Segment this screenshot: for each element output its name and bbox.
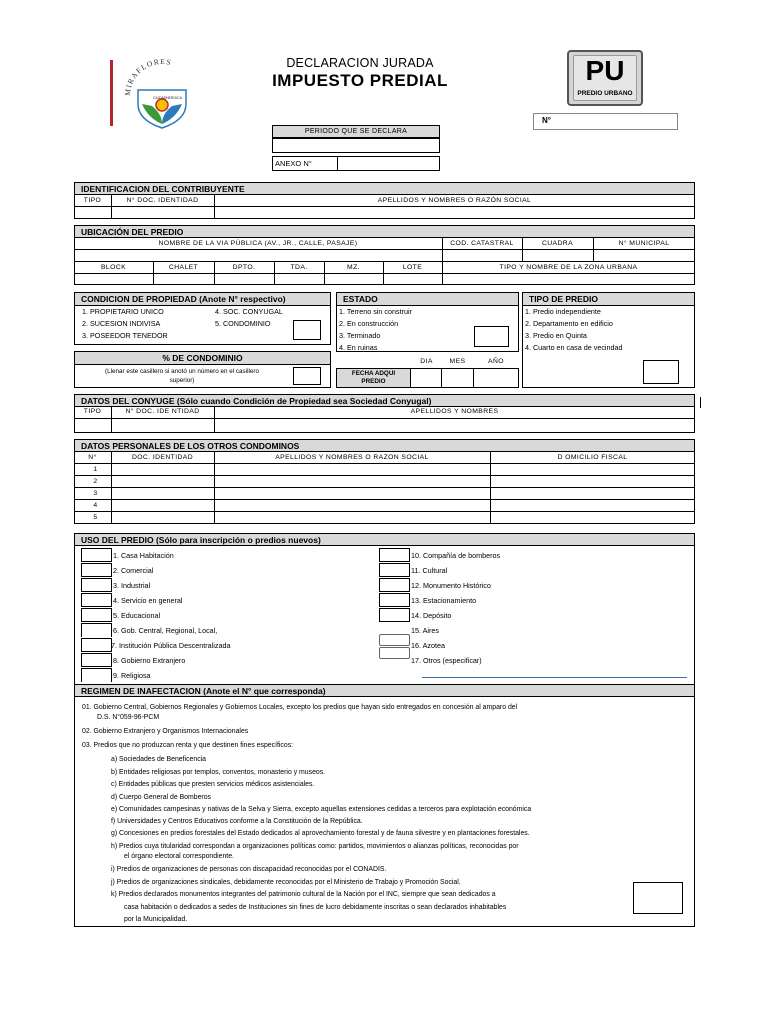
uso-check-6[interactable] — [81, 623, 112, 637]
uso-header: USO DEL PREDIO (Sólo para inscripción o predios nuevos) — [74, 533, 695, 546]
regimen-line-02: 02. Gobierno Extranjero y Organismos Internacionales — [82, 728, 249, 735]
regimen-line-01b: D.S. N°059-96-PCM — [97, 714, 160, 721]
condominos-col-num: N° — [88, 454, 97, 461]
uso-item-10: 10. Compañía de bomberos — [411, 551, 501, 560]
periodo-label: PERIODO QUE SE DECLARA — [272, 125, 440, 138]
condominio-header: % DE CONDOMINIO — [74, 351, 331, 365]
condicion-item-1: 1. PROPIETARIO UNICO — [82, 307, 164, 316]
ubicacion-col-via: NOMBRE DE LA VIA PÚBLICA (AV., JR., CALLE, PASAJE) — [158, 240, 358, 247]
condicion-item-4: 4. SOC. CONYUGAL — [215, 307, 283, 316]
condominos-row-1: 1 — [93, 466, 98, 473]
ubicacion-col-dpto: DPTO. — [232, 264, 256, 271]
condicion-header: CONDICION DE PROPIEDAD (Anote N° respectivo) — [74, 292, 331, 306]
tipo-predio-item-2: 2. Departamento en edificio — [525, 319, 613, 328]
ubicacion-col-block: BLOCK — [100, 264, 127, 271]
regimen-line-a: a) Sociedades de Beneficencia — [111, 756, 207, 763]
otros-specify-line — [422, 677, 687, 678]
condominos-col-nombre: APELLIDOS Y NOMBRES O RAZON SOCIAL — [275, 454, 429, 461]
uso-item-9: 9. Religiosa — [113, 671, 151, 680]
ubicacion-col-lote: LOTE — [402, 264, 423, 271]
ubicacion-header: UBICACIÓN DEL PREDIO — [74, 225, 695, 238]
regimen-line-d: d) Cuerpo General de Bomberos — [111, 794, 211, 801]
regimen-line-01: 01. Gobierno Central, Gobiernos Regionales y Gobiernos Locales, excepto los predios que hayan sido entregados en concesión al amparo del — [82, 704, 518, 711]
contribuyente-tipo-input[interactable] — [75, 207, 111, 218]
regimen-line-c: c) Entidades públicas que presten servicios médicos asistenciales. — [111, 781, 315, 788]
uso-check-5[interactable] — [81, 608, 112, 622]
regimen-line-g: g) Concesiones en predios forestales del Estado dedicados al aprovechamiento forestal y de fauna silvestre y en plantaciones forestales. — [111, 830, 530, 837]
uso-item-1: 1. Casa Habitación — [113, 551, 174, 560]
estado-input[interactable] — [474, 326, 509, 347]
uso-item-3: 3. Industrial — [113, 581, 151, 590]
uso-item-17: 17. Otros (especificar) — [411, 656, 482, 665]
contribuyente-col-doc: N° DOC. IDENTIDAD — [126, 197, 199, 204]
condicion-item-2: 2. SUCESION INDIVISA — [82, 319, 161, 328]
uso-item-16: 16. Azotea — [411, 641, 445, 650]
condominos-row-5: 5 — [93, 514, 98, 521]
uso-item-8: 8. Gobierno Extranjero — [113, 656, 186, 665]
form-title: DECLARACION JURADA — [286, 56, 434, 70]
estado-header: ESTADO — [336, 292, 519, 306]
fecha-dia-input[interactable] — [410, 368, 442, 388]
fecha-label-1: FECHA ADQUI — [351, 370, 396, 377]
contribuyente-nombre-input[interactable] — [215, 207, 694, 218]
margin-mark — [700, 397, 701, 408]
uso-check-8[interactable] — [81, 653, 112, 667]
numero-field[interactable] — [533, 113, 678, 130]
condicion-item-5: 5. CONDOMINIO — [215, 319, 271, 328]
estado-item-1: 1. Terreno sin construir — [339, 307, 412, 316]
condominos-row-2: 2 — [93, 478, 98, 485]
condominio-input[interactable] — [293, 367, 321, 385]
ubicacion-col-zona: TIPO Y NOMBRE DE LA ZONA URBANA — [499, 264, 638, 271]
conyuge-header: DATOS DEL CONYUGE (Sólo cuando Condición de Propiedad sea Sociedad Conyugal) — [74, 394, 695, 407]
condominio-note-1: (Llenar este casillero si anotó un número en el casillero — [104, 368, 259, 375]
fecha-col-mes: MES — [449, 358, 466, 365]
regimen-line-f: f) Universidades y Centros Educativos conforme a la Constitución de la República. — [111, 818, 363, 825]
uso-check-9[interactable] — [81, 668, 112, 682]
logo-subtext-2: HEROICA — [166, 96, 182, 100]
fecha-adquisicion-label — [336, 368, 411, 388]
uso-check-4[interactable] — [81, 593, 112, 607]
condominos-header: DATOS PERSONALES DE LOS OTROS CONDOMINOS — [74, 439, 695, 452]
ubicacion-col-mz: MZ. — [347, 264, 360, 271]
regimen-line-e: e) Comunidades campesinas y nativas de la Selva y Sierra, excepto aquellas extensiones cedidas a terceros para explotación económica — [111, 806, 532, 813]
regimen-header: REGIMEN DE INAFECTACION (Anote el N° que corresponda) — [74, 684, 695, 697]
miraflores-logo — [122, 56, 202, 130]
uso-item-6: 6. Gob. Central, Regional, Local, — [113, 626, 218, 635]
fecha-label-2: PREDIO — [361, 378, 386, 385]
condicion-input[interactable] — [293, 320, 321, 340]
contribuyente-col-nombre: APELLIDOS Y NOMBRES O RAZÓN SOCIAL — [377, 197, 532, 204]
tipo-predio-header: TIPO DE PREDIO — [522, 292, 695, 306]
uso-check-16[interactable] — [379, 634, 410, 646]
estado-item-2: 2. En construcción — [339, 319, 399, 328]
logo-subtext: CIUDAD — [153, 96, 167, 100]
fecha-col-dia: DIA — [420, 358, 433, 365]
uso-item-4: 4. Servicio en general — [113, 596, 183, 605]
numero-label: N° — [542, 116, 551, 125]
header-left-rule — [110, 60, 113, 126]
estado-item-3: 3. Terminado — [339, 331, 381, 340]
contribuyente-doc-input[interactable] — [112, 207, 214, 218]
uso-item-11: 11. Cultural — [411, 566, 448, 575]
uso-check-1[interactable] — [81, 548, 112, 562]
contribuyente-col-tipo: TIPO — [83, 197, 102, 204]
condominos-row-4: 4 — [93, 502, 98, 509]
uso-check-13[interactable] — [379, 593, 410, 607]
uso-item-14: 14. Depósito — [411, 611, 452, 620]
contribuyente-header: IDENTIFICACION DEL CONTRIBUYENTE — [74, 182, 695, 195]
tipo-predio-item-3: 3. Predio en Quinta — [525, 331, 587, 340]
estado-item-4: 4. En ruinas — [339, 343, 378, 352]
regimen-line-h2: el órgano electoral correspondiente. — [124, 853, 234, 860]
tipo-predio-item-1: 1. Predio independiente — [525, 307, 601, 316]
condominio-note-2: superior) — [169, 377, 195, 384]
form-subtitle: IMPUESTO PREDIAL — [272, 71, 448, 90]
uso-check-7[interactable] — [81, 638, 112, 652]
uso-item-12: 12. Monumento Histórico — [411, 581, 491, 590]
badge-code: PU — [585, 55, 625, 86]
regimen-line-k3: por la Municipalidad. — [124, 916, 188, 923]
regimen-line-k2: casa habitación o dedicados a sedes de Instituciones sin fines de lucro debidamente inscritas o sean declarados inhabitables — [124, 904, 507, 911]
regimen-line-i: i) Predios de organizaciones de personas con discapacidad reconocidas por el CONADIS. — [111, 866, 387, 873]
conyuge-nombre-input[interactable] — [215, 419, 694, 432]
regimen-input[interactable] — [633, 882, 683, 914]
condicion-item-3: 3. POSEEDOR TENEDOR — [82, 331, 168, 340]
conyuge-col-doc: N° DOC. IDE NTIDAD — [125, 408, 200, 415]
regimen-line-03: 03. Predios que no produzcan renta y que destinen fines específicos: — [82, 742, 294, 749]
conyuge-col-nombre: APELLIDOS Y NOMBRES — [410, 408, 499, 415]
condominos-row-3: 3 — [93, 490, 98, 497]
ubicacion-col-tda: TDA. — [290, 264, 308, 271]
conyuge-tipo-input[interactable] — [75, 419, 111, 432]
uso-item-2: 2. Comercial — [113, 566, 154, 575]
ubicacion-col-cuadra: CUADRA — [541, 240, 574, 247]
condominos-col-domicilio: D OMICILIO FISCAL — [557, 454, 628, 461]
uso-check-2[interactable] — [81, 563, 112, 577]
uso-item-7: 7. Institución Pública Descentralizada — [111, 641, 231, 650]
badge-caption: PREDIO URBANO — [577, 90, 633, 97]
condominos-col-doc: DOC. IDENTIDAD — [131, 454, 194, 461]
uso-check-11[interactable] — [379, 563, 410, 577]
uso-item-15: 15. Aires — [411, 626, 439, 635]
tipo-predio-input[interactable] — [643, 360, 679, 384]
conyuge-doc-input[interactable] — [112, 419, 214, 432]
fecha-col-anio: AÑO — [488, 358, 504, 365]
ubicacion-col-chalet: CHALET — [168, 264, 199, 271]
conyuge-col-tipo: TIPO — [83, 408, 102, 415]
uso-check-3[interactable] — [81, 578, 112, 592]
predio-urbano-badge — [567, 50, 643, 106]
uso-item-5: 5. Educacional — [113, 611, 161, 620]
uso-check-10[interactable] — [379, 548, 410, 562]
regimen-line-h: h) Predios cuya titularidad correspondan a organizaciones políticas como: partidos, movimientos o alianzas políticas, reconocidas por — [111, 843, 519, 850]
regimen-line-j: j) Predios de organizaciones sindicales, debidamente reconocidas por el Ministerio de Trabajo y Promoción Social. — [111, 879, 461, 886]
anexo-label: ANEXO N° — [275, 159, 312, 168]
regimen-line-b: b) Entidades religiosas por templos, conventos, monasterio y museos. — [111, 769, 326, 776]
regimen-line-k: k) Predios declarados monumentos integrantes del patrimonio cultural de la Nación por el INC, siempre que sean dedicados a — [111, 891, 496, 898]
ubicacion-col-catastral: COD. CATASTRAL — [450, 240, 514, 247]
periodo-field[interactable] — [272, 138, 440, 153]
logo-arc-text: MIRAFLORES — [122, 56, 173, 97]
fecha-anio-input[interactable] — [473, 368, 519, 388]
tipo-predio-item-4: 4. Cuarto en casa de vecindad — [525, 343, 623, 352]
uso-item-13: 13. Estacionamiento — [411, 596, 477, 605]
uso-check-14[interactable] — [379, 608, 410, 622]
ubicacion-col-municipal: N° MUNICIPAL — [618, 240, 670, 247]
uso-check-17[interactable] — [379, 647, 410, 659]
uso-check-12[interactable] — [379, 578, 410, 592]
fecha-mes-input[interactable] — [441, 368, 474, 388]
